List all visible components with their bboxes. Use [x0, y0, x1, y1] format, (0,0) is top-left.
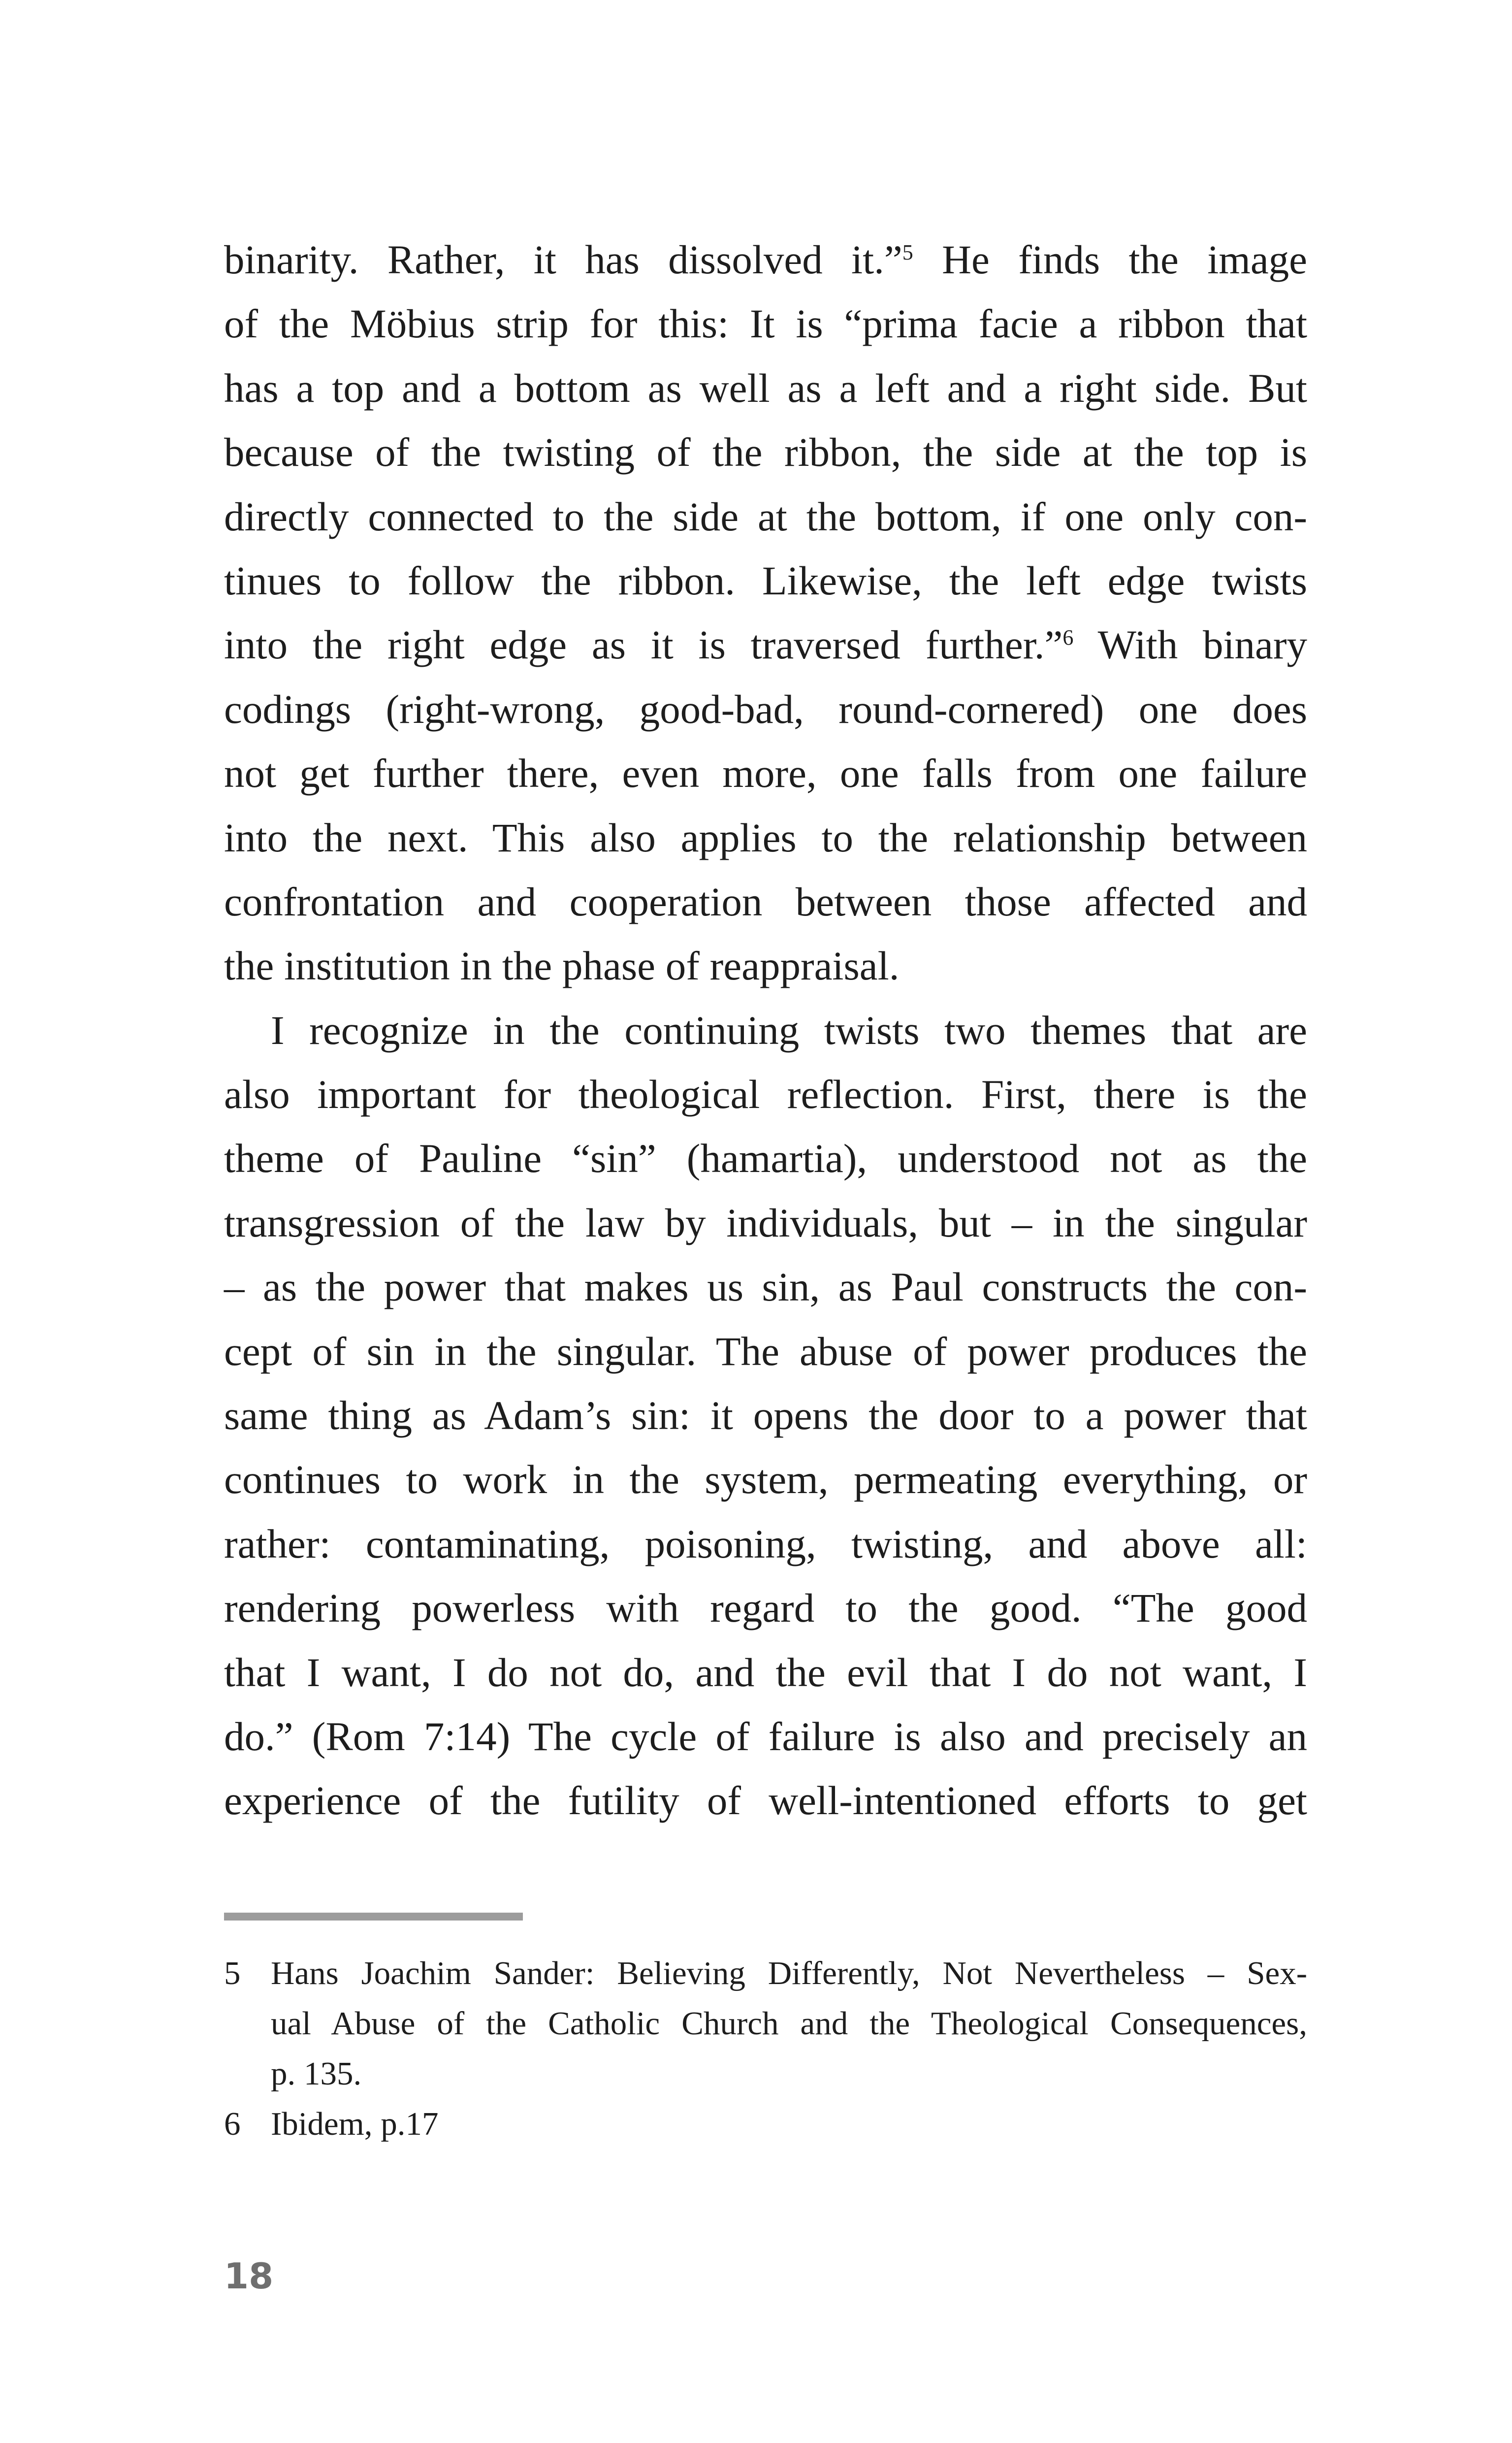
text-line: directly connected to the side at the bottom, if one only con-	[224, 493, 1307, 539]
footnote-number: 6	[224, 2106, 241, 2142]
footnotes	[224, 1948, 1307, 2149]
text-line: do.” (Rom 7:14) The cycle of failure is also and precisely an	[224, 1713, 1307, 1759]
text-line: into the next. This also applies to the relationship between	[224, 814, 1307, 860]
text-line: not get further there, even more, one falls from one failure	[224, 750, 1307, 796]
text-line: rendering powerless with regard to the good. “The good	[224, 1585, 1307, 1631]
footnote-line: ual Abuse of the Catholic Church and the Theological Consequences,	[271, 2005, 1307, 2042]
footnote-6	[224, 2099, 1307, 2149]
text-line: tinues to follow the ribbon. Likewise, the left edge twists	[224, 557, 1307, 603]
text-line: I recognize in the continuing twists two themes that are	[271, 1007, 1307, 1053]
footnote-line: Ibidem, p.17	[271, 2106, 439, 2142]
text-line: same thing as Adam’s sin: it opens the door to a power that	[224, 1393, 1307, 1438]
page-number: 18	[224, 2255, 274, 2297]
text-line: – as the power that makes us sin, as Paul constructs the con-	[224, 1264, 1307, 1310]
text-line: the institution in the phase of reappraisal.	[224, 943, 900, 989]
text-line: because of the twisting of the ribbon, the side at the top is	[224, 429, 1307, 475]
text-line: also important for theological reflection. First, there is the	[224, 1072, 1307, 1117]
text-line	[224, 613, 1307, 677]
text-line: has a top and a bottom as well as a left and a right side. But	[224, 365, 1307, 411]
text-line	[224, 228, 1307, 292]
text-fragment: With binary	[1073, 622, 1307, 668]
text-fragment: into the right edge as it is traversed further.”	[224, 622, 1063, 668]
footnote-ref: 5	[902, 240, 913, 264]
text-line: codings (right-wrong, good-bad, round-cornered) one does	[224, 686, 1307, 732]
text-line: that I want, I do not do, and the evil that I do not want, I	[224, 1649, 1307, 1695]
footnote-ref: 6	[1062, 625, 1074, 650]
footnote-number: 5	[224, 1955, 241, 1991]
text-line: theme of Pauline “sin” (hamartia), understood not as the	[224, 1136, 1307, 1181]
body-text	[224, 228, 1307, 1833]
text-line: cept of sin in the singular. The abuse of power produces the	[224, 1328, 1307, 1374]
footnote-line: Hans Joachim Sander: Believing Differently, Not Nevertheless – Sex-	[271, 1955, 1307, 1991]
text-line: rather: contaminating, poisoning, twisting, and above all:	[224, 1521, 1307, 1566]
footnote-divider	[224, 1913, 523, 1921]
footnote-5	[224, 1948, 1307, 2099]
text-line: confrontation and cooperation between those affected and	[224, 879, 1307, 924]
text-line: continues to work in the system, permeating everything, or	[224, 1457, 1307, 1502]
footnote-line: p. 135.	[271, 2055, 362, 2092]
text-fragment: binarity. Rather, it has dissolved it.”	[224, 237, 902, 282]
text-fragment: He finds the image	[913, 237, 1308, 282]
text-line: transgression of the law by individuals, but – in the singular	[224, 1200, 1307, 1245]
text-line: of the Möbius strip for this: It is “prima facie a ribbon that	[224, 301, 1307, 347]
text-line: experience of the futility of well-intentioned efforts to get	[224, 1778, 1307, 1824]
